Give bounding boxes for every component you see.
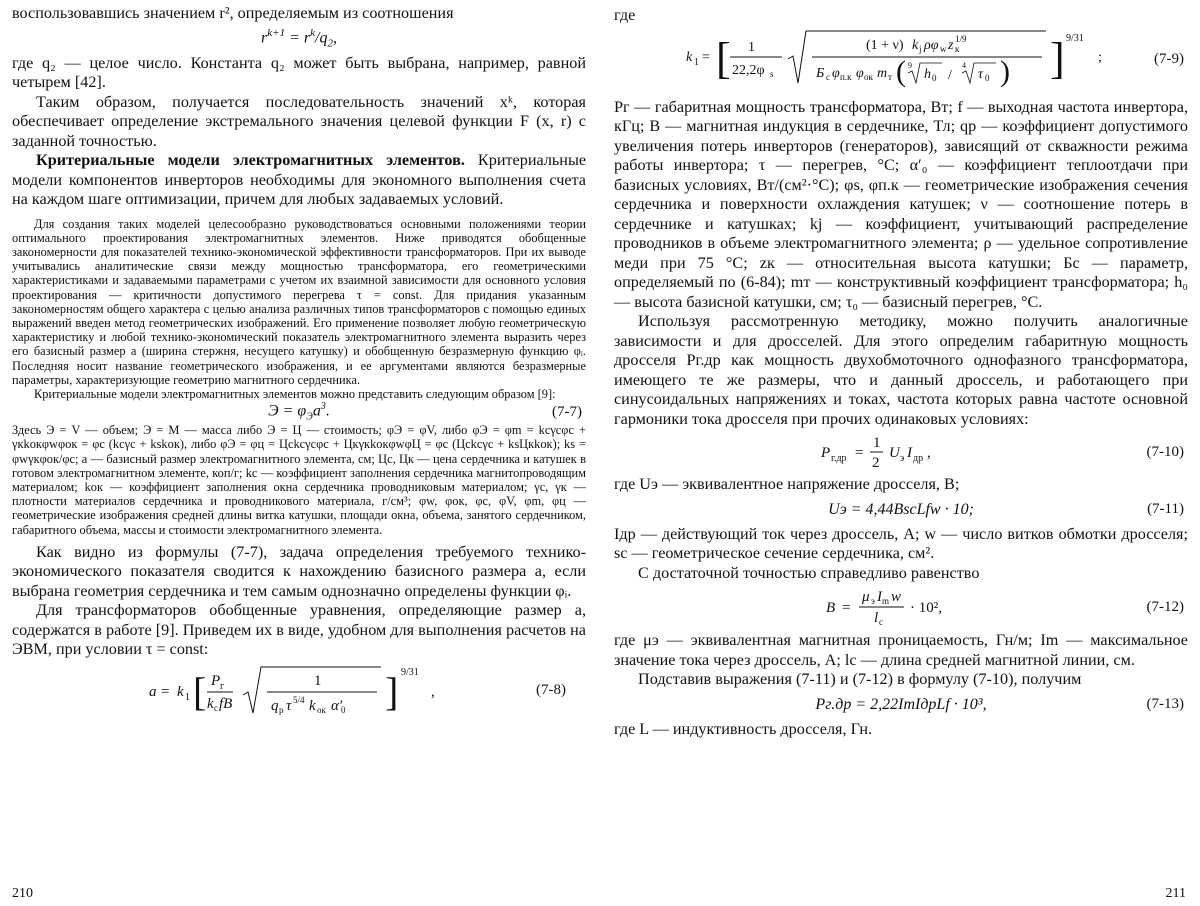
formula-7-7-number: (7-7) <box>552 403 582 420</box>
svg-text:др: др <box>913 453 924 464</box>
svg-text:1: 1 <box>873 435 881 451</box>
formula-7-9-svg <box>686 27 1116 93</box>
svg-text:U: U <box>889 445 900 461</box>
formula-7-8-number: (7-8) <box>536 682 566 699</box>
svg-text:ок: ок <box>864 71 873 82</box>
formula-7-10 <box>614 429 1188 475</box>
svg-text:к: к <box>955 43 960 54</box>
svg-text:;: ; <box>1098 49 1102 65</box>
svg-text:j: j <box>919 43 922 54</box>
page-number-right: 211 <box>1165 886 1186 901</box>
formula-7-11 <box>614 495 1188 525</box>
formula-7-13-expr: Pг.др = 2,22ImIдрLf · 10³, <box>815 695 987 713</box>
small-paragraph-2: Критериальные модели электромагнитных элементов можно представить следующим образом [9]: <box>34 386 556 401</box>
svg-text:τ: τ <box>286 697 292 714</box>
right-page <box>600 0 1200 906</box>
right-paragraph-7: Подставив выражения (7-11) и (7-12) в формулу (7-10), получим <box>638 670 1082 688</box>
svg-text:,: , <box>431 683 435 700</box>
svg-text:1/9: 1/9 <box>955 33 967 44</box>
formula-7-7 <box>12 401 586 423</box>
svg-text:]: ] <box>1050 33 1065 83</box>
svg-text:9: 9 <box>908 60 912 70</box>
svg-text:φ: φ <box>856 65 864 81</box>
right-paragraph-6: где μэ — эквивалентная магнитная проницаемость, Гн/м; Im — максимальное значение тока через дроссель, А; lc — длина средней магнитной линии, см. <box>614 631 1188 669</box>
svg-text:т: т <box>888 71 892 82</box>
svg-text:9/31: 9/31 <box>401 666 419 678</box>
svg-text:α′: α′ <box>331 697 343 714</box>
svg-text:z: z <box>948 37 954 53</box>
formula-7-12 <box>614 583 1188 631</box>
left-paragraph-3: Таким образом, получается последовательность значений xᵏ, которая обеспечивает определение экстремального значения целевой функции F (x, r) с заданной точностью. <box>12 92 586 150</box>
svg-text:ρφ: ρφ <box>924 37 939 53</box>
left-paragraph-5: Как видно из формулы (7-7), задача определения требуемого технико-экономического показателя сводится к нахождению базисного размера a, если выбрана геометрия сердечника и тем самым однозначно определены функции φᵢ. <box>12 542 586 600</box>
right-paragraph-2: Используя рассмотренную методику, можно получить аналогичные зависимости и для дросселей. Для этого определим габаритную мощность дросселя Pг.др как мощность двухобмоточного однофазного трансформатора, имеющего те же размеры, что и данный дроссель, и работающего при синусоидальных напряжениях и токах, частота которых равна частоте основной гармоники тока дросселя при прочих одинаковых условиях: <box>614 312 1188 428</box>
left-paragraph-4 <box>12 151 586 210</box>
svg-text:9/31: 9/31 <box>1066 32 1084 44</box>
svg-text:μ: μ <box>862 589 870 605</box>
section-heading: Критериальные модели электромагнитных элементов. <box>36 151 465 169</box>
formula-7-12-svg <box>826 584 976 630</box>
svg-text:]: ] <box>385 668 399 714</box>
svg-text:э: э <box>871 596 875 606</box>
small-paragraph-3: Здесь Э = V — объем; Э = M — масса либо Э = Ц — стоимость; φЭ = φV, либо φЭ = φm = kcγcφc + γкkокφwφок = φc (kcγc + kskок), либо φЭ = φц = Цckcγcφc + ЦкγкkокφwφЦ = φc (Цckcγc + ksЦкkок); ks = φwγкφок/φc; a — базисный размер электромагнитного элемента, см; Цc, Цк — цена сердечника и катушек в готовом электромагнитном элементе, коп/г; kc — коэффициент заполнения сердечника магнитопроводящим материалом; kок — коэффициент заполнения окна сердечника проводниковым материалом; γc, γк — плотности материалов сердечника и проводникового материала, г/см³; φw, φок, φc, φV, φm, φц — геометрические изображения средней длины витка катушки, площади окна, объема, занятого сердечником, габаритного объема, массы и стоимости электромагнитного элемента. <box>12 423 586 537</box>
svg-text:k: k <box>309 697 316 714</box>
svg-text:h: h <box>924 66 931 82</box>
svg-text:fB: fB <box>219 695 233 712</box>
svg-text:1: 1 <box>748 39 755 55</box>
left-paragraph-2: где q₂ — целое число. Константа q₂ может быть выбрана, например, равной четырем [42]. <box>12 53 586 91</box>
svg-text:4: 4 <box>962 60 966 70</box>
svg-text:w: w <box>891 589 902 605</box>
svg-text:=: = <box>842 600 851 616</box>
formula-7-10-number: (7-10) <box>1146 443 1184 460</box>
svg-text:c: c <box>879 617 883 627</box>
svg-text:m: m <box>877 65 888 81</box>
left-paragraph-1: воспользовавшись значением r², определяемым из соотношения <box>12 4 454 22</box>
svg-text:э: э <box>900 453 905 464</box>
svg-text:φ: φ <box>832 65 840 81</box>
svg-text:5/4: 5/4 <box>293 694 305 705</box>
svg-text:s: s <box>770 68 774 79</box>
svg-text:г.др: г.др <box>831 453 847 464</box>
formula-7-8 <box>12 660 586 722</box>
svg-text:0: 0 <box>932 72 937 83</box>
formula-r-expr: $r^{k+1} = r^k/q_2$, <box>261 27 337 50</box>
formula-7-7-expr: $Э = \varphi_Эa^3$. <box>268 401 330 423</box>
svg-text:Б: Б <box>816 65 825 81</box>
svg-text:0: 0 <box>341 704 346 715</box>
svg-text:1: 1 <box>185 691 190 703</box>
formula-7-12-number: (7-12) <box>1146 598 1184 615</box>
svg-text:,: , <box>927 445 931 461</box>
formula-r-recursion <box>12 24 586 54</box>
svg-text:п.к: п.к <box>840 71 852 82</box>
svg-text:a: a <box>149 683 157 700</box>
svg-text:k: k <box>686 49 693 65</box>
svg-text:I: I <box>907 445 912 461</box>
svg-text:1: 1 <box>694 56 699 68</box>
svg-text:): ) <box>1000 54 1010 88</box>
svg-text:τ: τ <box>978 66 984 82</box>
formula-7-11-number: (7-11) <box>1147 501 1184 517</box>
svg-text:P: P <box>211 672 221 689</box>
right-paragraph-3: где Uэ — эквивалентное напряжение дросселя, В; <box>614 475 960 493</box>
svg-text:k: k <box>207 695 214 712</box>
svg-text:0: 0 <box>985 72 990 83</box>
svg-text:(: ( <box>896 54 906 88</box>
formula-7-13-number: (7-13) <box>1146 696 1184 712</box>
svg-text:1: 1 <box>314 672 322 689</box>
svg-text:w: w <box>940 43 947 54</box>
svg-text:· 10²,: · 10², <box>910 600 942 616</box>
svg-text:P: P <box>821 445 831 461</box>
right-paragraph-8: где L — индуктивность дросселя, Гн. <box>614 719 873 738</box>
svg-text:B: B <box>826 600 836 616</box>
svg-text:k: k <box>177 683 184 700</box>
right-paragraph-4: Iдр — действующий ток через дроссель, А; w — число витков обмотки дросселя; sc — геометрическое сечение сердечника, см². <box>614 524 1188 562</box>
svg-text:[: [ <box>716 33 731 83</box>
svg-text:ок: ок <box>317 704 326 715</box>
small-paragraph-1: Для создания таких моделей целесообразно руководствоваться основными положениями теории оптимального проектирования электромагнитных элементов. Ниже приводятся обобщенные закономерности для показателей технико-экономической эффективности трансформаторов. При их выводе учитывались аналитические связи между мощностью трансформатора, его геометрическими характеристиками и задаваемыми параметрами с учетом их взаимной зависимости для основного условия проектирования — критичности допустимого перегрева τ = const. Для придания указанным закономерностям общего характера с целью анализа различных типов трансформаторов с помощью единых выражений введен метод геометрических изображений. Его применение позволяет любую геометрическую характеристику и любой технико-экономический показатель электромагнитного элемента выразить через его базисный размер a (ширина стержня, несущего катушку) и обобщенную безразмерную функцию φᵢ. Последняя носит название геометрического изображения, и ее аргументами являются безразмерные параметры, характеризующие геометрию магнитного сердечника. <box>12 216 586 387</box>
svg-text:г: г <box>220 680 225 692</box>
svg-text:=: = <box>855 445 864 461</box>
page-number-left: 210 <box>12 886 33 901</box>
svg-text:22,2φ: 22,2φ <box>732 62 765 78</box>
right-paragraph-5: С достаточной точностью справедливо равенство <box>638 563 980 582</box>
svg-text:=: = <box>161 683 170 700</box>
right-paragraph-1: Pг — габаритная мощность трансформатора, Вт; f — выходная частота инвертора, кГц; B — магнитная индукция в сердечнике, Тл; qp — коэффициент допустимого увеличения потерь инверторов (генераторов), зависящий от скважности режима работы инвертора; τ — перегрев, °С; α′₀ — коэффициент теплоотдачи при базисных условиях, Вт/(см²·°С); φs, φп.к — геометрические изображения сечения сердечника и поверхности охлаждения катушек; ν — соотношение потерь в сердечнике и катушках; kj — коэффициент, учитывающий распределение проводников в объеме электромагнитного элемента; ρ — удельное сопротивление меди при 75 °С; zк — относительная высота катушки; Бc — параметр, определяемый по (6-84); mт — конструктивный коэффициент трансформатора; h₀ — высота базисной катушки, см; τ₀ — базисный перегрев, °С. <box>614 97 1188 311</box>
left-paragraph-4-text: Критериальные модели компонентов инверторов необходимы для экономного выполнения счета на каждом шаге оптимизации, причем для любых задаваемых условий. <box>12 151 587 208</box>
svg-text:l: l <box>874 610 879 626</box>
formula-7-11-expr: Uэ = 4,44BscLfw · 10; <box>828 500 974 518</box>
svg-text:[: [ <box>193 668 207 714</box>
svg-text:2: 2 <box>872 455 880 471</box>
svg-text:q: q <box>271 697 279 714</box>
formula-7-9-number: (7-9) <box>1154 51 1184 67</box>
svg-text:m: m <box>882 596 890 606</box>
svg-text:c: c <box>826 71 830 82</box>
formula-7-9 <box>614 26 1188 94</box>
svg-text:=: = <box>702 49 710 65</box>
svg-text:/: / <box>948 67 952 83</box>
right-gde: где <box>614 6 636 24</box>
svg-text:I: I <box>877 589 882 605</box>
formula-7-8-svg <box>149 661 449 721</box>
svg-text:c: c <box>214 702 218 713</box>
svg-text:k: k <box>912 37 919 53</box>
svg-text:(1 + ν): (1 + ν) <box>866 37 904 53</box>
left-paragraph-6: Для трансформаторов обобщенные уравнения, определяющие размер a, содержатся в работе [9]. Приведем их в виде, удобном для выполнения расчетов на ЭВМ, при условии τ = const: <box>12 601 586 659</box>
svg-text:p: p <box>279 704 284 715</box>
formula-7-13 <box>614 690 1188 720</box>
formula-7-10-svg <box>821 430 981 474</box>
